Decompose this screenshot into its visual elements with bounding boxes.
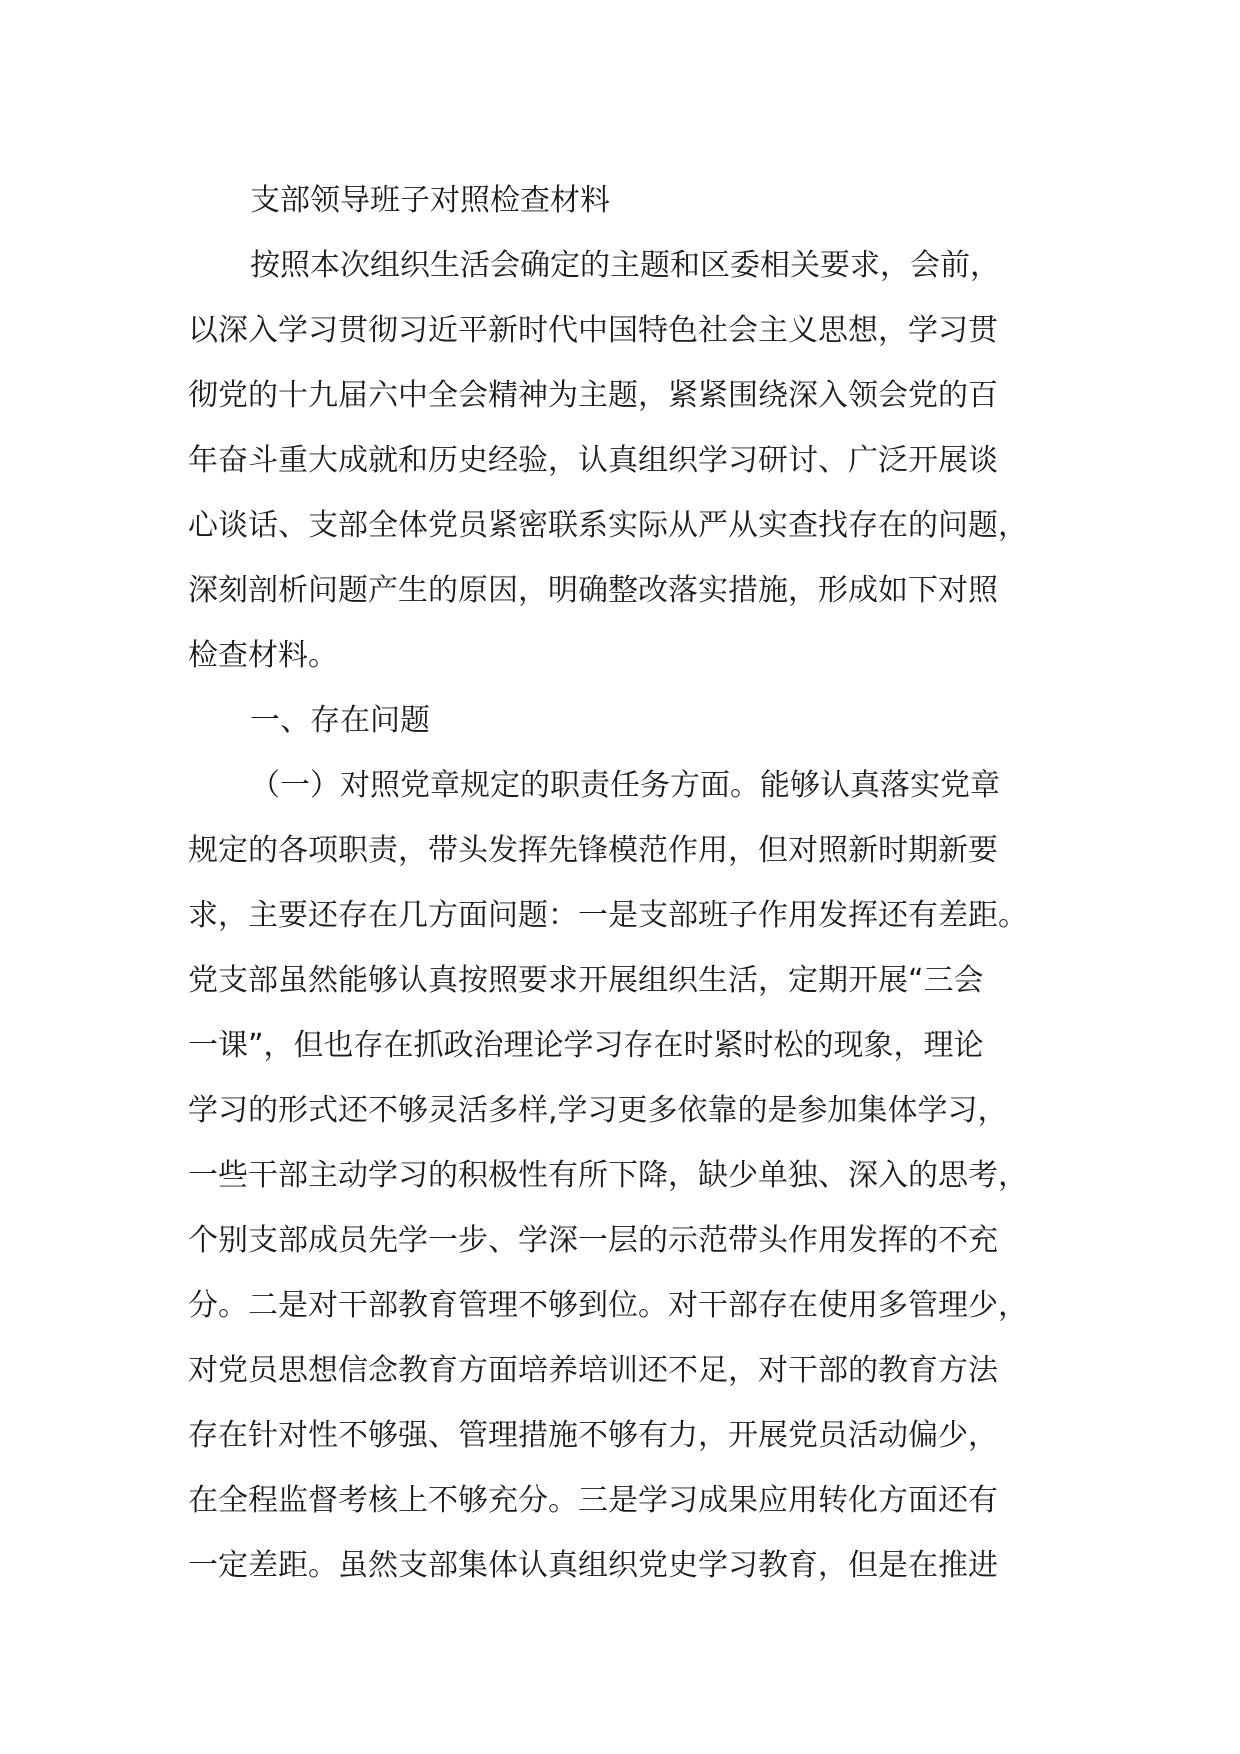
text-line: 个别支部成员先学一步、学深一层的示范带头作用发挥的不充 (188, 1223, 998, 1258)
text-line: 年奋斗重大成就和历史经验，认真组织学习研讨、广泛开展谈 (188, 443, 998, 478)
text-line: 以深入学习贯彻习近平新时代中国特色社会主义思想，学习贯 (188, 313, 998, 348)
text-line: 一些干部主动学习的积极性有所下降，缺少单独、深入的思考， (188, 1158, 1028, 1193)
text-line: 分。二是对干部教育管理不够到位。对干部存在使用多管理少， (188, 1288, 1028, 1323)
text-line: 对党员思想信念教育方面培养培训还不足，对干部的教育方法 (188, 1353, 998, 1388)
text-line: 在全程监督考核上不够充分。三是学习成果应用转化方面还有 (188, 1483, 998, 1518)
text-line: 求，主要还存在几方面问题：一是支部班子作用发挥还有差距。 (188, 898, 1028, 933)
text-line: 深刻剖析问题产生的原因，明确整改落实措施，形成如下对照 (188, 573, 998, 608)
text-line: 存在针对性不够强、管理措施不够有力，开展党员活动偏少， (188, 1418, 998, 1453)
section-heading: 一、存在问题 (250, 703, 430, 738)
text-line: 一课”，但也存在抓政治理论学习存在时紧时松的现象，理论 (188, 1028, 984, 1063)
document-body (188, 168, 1088, 1598)
text-line: 一定差距。虽然支部集体认真组织党史学习教育，但是在推进 (188, 1548, 998, 1583)
document-title: 支部领导班子对照检查材料 (250, 183, 610, 218)
text-line: （一）对照党章规定的职责任务方面。能够认真落实党章 (250, 768, 1000, 803)
text-line: 心谈话、支部全体党员紧密联系实际从严从实查找存在的问题， (188, 508, 1028, 543)
text-line: 学习的形式还不够灵活多样,学习更多依靠的是参加集体学习， (188, 1093, 1008, 1128)
text-line: 党支部虽然能够认真按照要求开展组织生活，定期开展“三会 (188, 963, 984, 998)
text-line: 检查材料。 (188, 638, 338, 673)
text-line: 按照本次组织生活会确定的主题和区委相关要求，会前， (250, 248, 1000, 283)
text-line: 规定的各项职责，带头发挥先锋模范作用，但对照新时期新要 (188, 833, 998, 868)
text-line: 彻党的十九届六中全会精神为主题，紧紧围绕深入领会党的百 (188, 378, 998, 413)
